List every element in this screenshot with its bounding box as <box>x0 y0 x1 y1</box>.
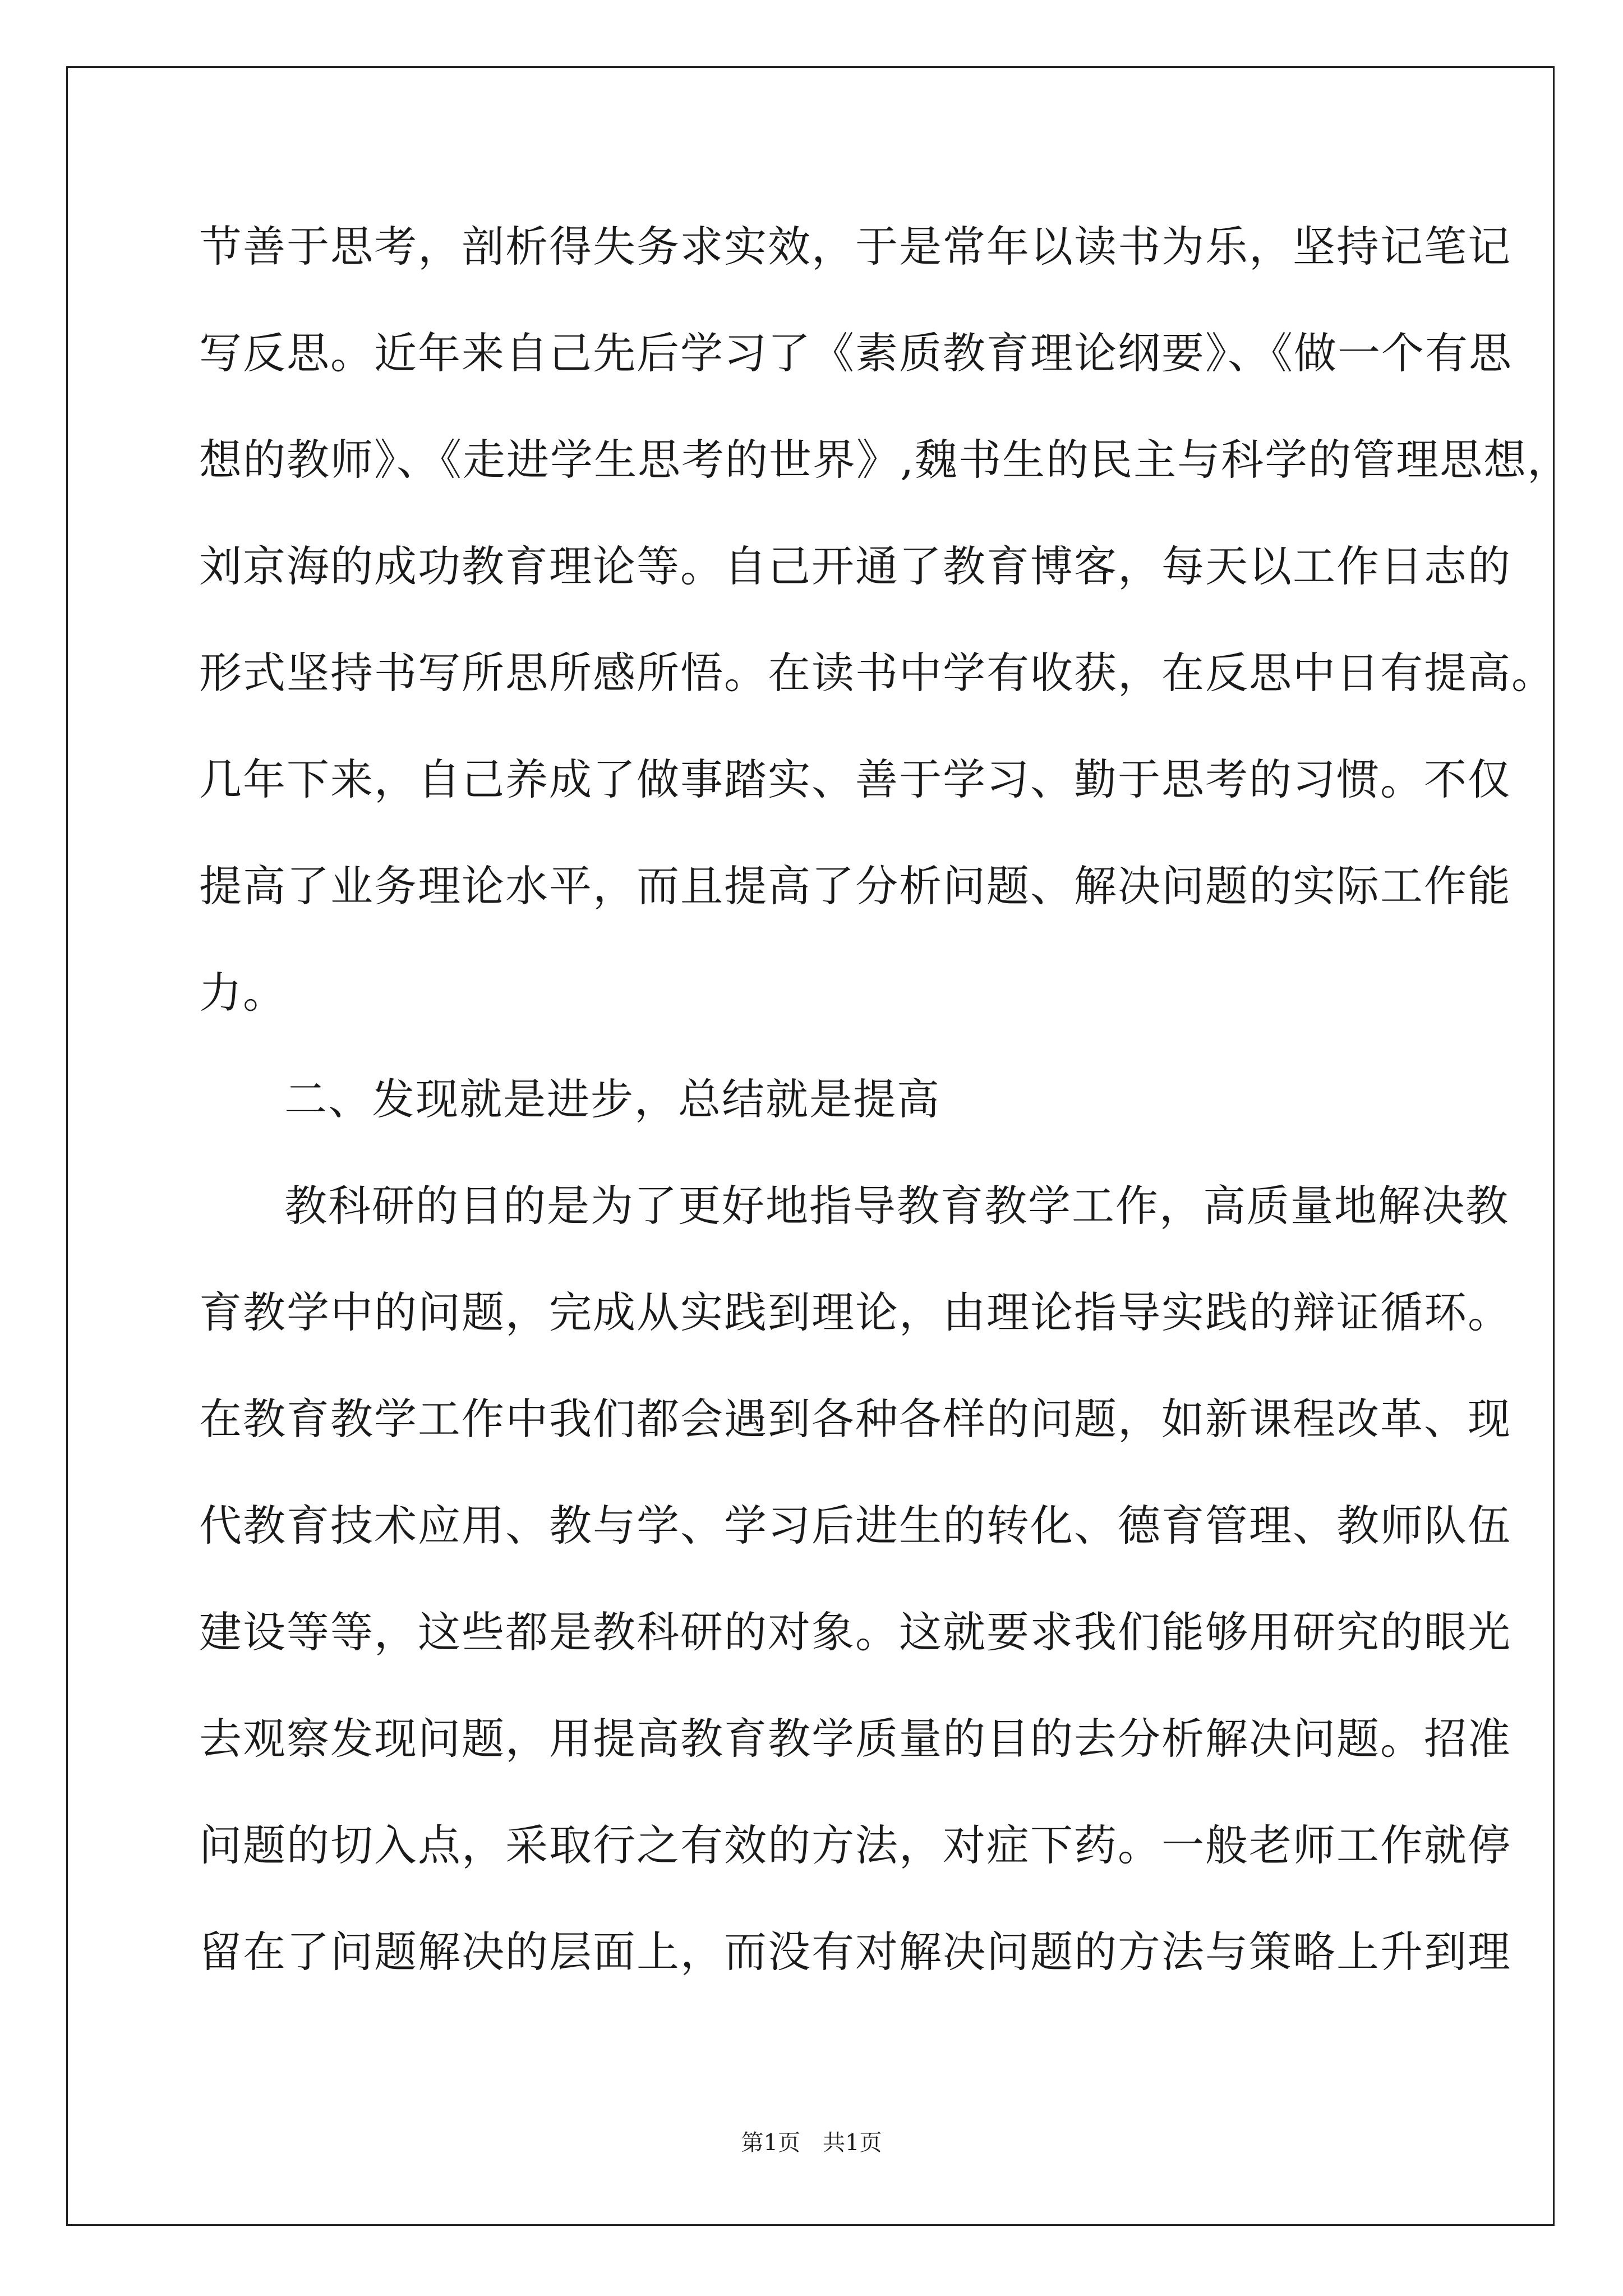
text-line: 建设等等，这些都是教科研的对象。这就要求我们能够用研究的眼光 <box>199 1607 1511 1657</box>
text-line: 刘京海的成功教育理论等。自己开通了教育博客，每天以工作日志的 <box>199 541 1511 591</box>
text-line: 代教育技术应用、教与学、学习后进生的转化、德育管理、教师队伍 <box>199 1501 1511 1550</box>
text-line: 教科研的目的是为了更好地指导教育教学工作，高质量地解决教 <box>284 1181 1509 1231</box>
document-body <box>199 213 1571 2025</box>
text-line: 去观察发现问题，用提高教育教学质量的目的去分析解决问题。招准 <box>199 1714 1511 1764</box>
text-line: 想的教师》、《走进学生思考的世界》,魏书生的民主与科学的管理思想， <box>199 435 1571 485</box>
text-line: 留在了问题解决的层面上，而没有对解决问题的方法与策略上升到理 <box>199 1927 1511 1977</box>
text-line: 写反思。近年来自己先后学习了《素质教育理论纲要》、《做一个有思 <box>199 328 1513 378</box>
text-line: 力。 <box>199 968 287 1018</box>
text-line: 节善于思考，剖析得失务求实效，于是常年以读书为乐，坚持记笔记 <box>199 222 1511 272</box>
text-line: 在教育教学工作中我们都会遇到各种各样的问题，如新课程改革、现 <box>199 1394 1511 1444</box>
text-line: 提高了业务理论水平，而且提高了分析问题、解决问题的实际工作能 <box>199 861 1511 911</box>
section-heading: 二、发现就是进步，总结就是提高 <box>284 1074 940 1124</box>
text-line: 形式坚持书写所思所感所悟。在读书中学有收获，在反思中日有提高。 <box>199 648 1555 698</box>
text-line: 几年下来，自己养成了做事踏实、善于学习、勤于思考的习惯。不仅 <box>199 754 1511 804</box>
page-number-footer: 第1页 共1页 <box>741 2130 882 2156</box>
text-line: 育教学中的问题，完成从实践到理论，由理论指导实践的辩证循环。 <box>199 1287 1511 1337</box>
text-line: 问题的切入点，采取行之有效的方法，对症下药。一般老师工作就停 <box>199 1820 1511 1870</box>
